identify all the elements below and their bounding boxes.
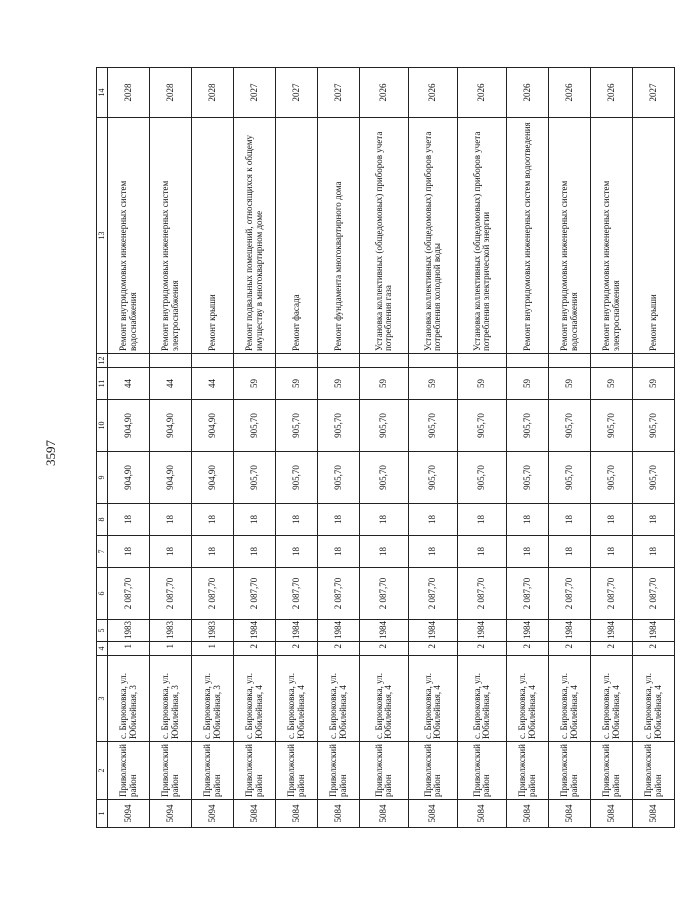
cell-col-12 <box>108 354 150 368</box>
cell-col-11: 59 <box>591 368 633 400</box>
cell-work-type: Ремонт фундамента многоквартирного дома <box>318 118 360 354</box>
cell-address: с. Бирюковка, ул. Юбилейная, 3 <box>150 656 192 742</box>
cell-area-b: 905,70 <box>318 400 360 452</box>
cell-area-b: 905,70 <box>276 400 318 452</box>
cell-work-type: Ремонт внутридомовых инженерных систем водоснабжения <box>549 118 591 354</box>
table-row <box>150 68 192 828</box>
cell-record-id: 5084 <box>234 800 276 828</box>
cell-year-built: 1984 <box>409 620 458 642</box>
cell-year-built: 1984 <box>633 620 675 642</box>
cell-col-7: 18 <box>409 536 458 568</box>
cell-col-7: 18 <box>192 536 234 568</box>
cell-category: 2 <box>591 642 633 656</box>
cell-col-11: 59 <box>276 368 318 400</box>
cell-col-7: 18 <box>360 536 409 568</box>
cell-category: 2 <box>276 642 318 656</box>
cell-district: Приволжский район <box>591 742 633 800</box>
cell-planned-year: 2028 <box>192 68 234 118</box>
column-header-10: 10 <box>97 400 108 452</box>
cell-col-7: 18 <box>591 536 633 568</box>
cell-year-built: 1984 <box>549 620 591 642</box>
column-header-14: 14 <box>97 68 108 118</box>
cell-record-id: 5084 <box>409 800 458 828</box>
cell-planned-year: 2026 <box>409 68 458 118</box>
column-header-9: 9 <box>97 452 108 504</box>
cell-address: с. Бирюковка, ул. Юбилейная, 4 <box>458 656 507 742</box>
cell-col-8: 18 <box>150 504 192 536</box>
cell-category: 2 <box>458 642 507 656</box>
cell-category: 1 <box>108 642 150 656</box>
cell-district: Приволжский район <box>234 742 276 800</box>
cell-district: Приволжский район <box>276 742 318 800</box>
cell-col-11: 44 <box>150 368 192 400</box>
cell-total-area: 2 087,70 <box>409 568 458 620</box>
cell-planned-year: 2027 <box>276 68 318 118</box>
cell-col-11: 59 <box>458 368 507 400</box>
cell-col-8: 18 <box>507 504 549 536</box>
cell-district: Приволжский район <box>633 742 675 800</box>
cell-area-b: 905,70 <box>549 400 591 452</box>
column-header-11: 11 <box>97 368 108 400</box>
cell-work-type: Ремонт крыши <box>633 118 675 354</box>
table-body <box>108 68 675 828</box>
cell-work-type: Установка коллективных (общедомовых) приборов учета потребления холодной воды <box>409 118 458 354</box>
cell-work-type: Установка коллективных (общедомовых) приборов учета потребления электрической энергии <box>458 118 507 354</box>
cell-category: 2 <box>360 642 409 656</box>
cell-area-b: 905,70 <box>360 400 409 452</box>
cell-col-8: 18 <box>549 504 591 536</box>
cell-record-id: 5084 <box>549 800 591 828</box>
table-row <box>276 68 318 828</box>
cell-col-12 <box>234 354 276 368</box>
cell-col-8: 18 <box>318 504 360 536</box>
cell-record-id: 5084 <box>591 800 633 828</box>
cell-col-7: 18 <box>108 536 150 568</box>
cell-total-area: 2 087,70 <box>360 568 409 620</box>
cell-col-7: 18 <box>150 536 192 568</box>
cell-col-8: 18 <box>591 504 633 536</box>
cell-total-area: 2 087,70 <box>192 568 234 620</box>
cell-planned-year: 2026 <box>458 68 507 118</box>
cell-address: с. Бирюковка, ул. Юбилейная, 4 <box>234 656 276 742</box>
cell-area-b: 905,70 <box>458 400 507 452</box>
column-header-12: 12 <box>97 354 108 368</box>
cell-address: с. Бирюковка, ул. Юбилейная, 4 <box>360 656 409 742</box>
table-row <box>409 68 458 828</box>
cell-area-b: 905,70 <box>409 400 458 452</box>
cell-col-12 <box>276 354 318 368</box>
cell-area-a: 905,70 <box>633 452 675 504</box>
page-number: 3597 <box>43 440 58 466</box>
cell-planned-year: 2026 <box>507 68 549 118</box>
cell-total-area: 2 087,70 <box>458 568 507 620</box>
cell-total-area: 2 087,70 <box>507 568 549 620</box>
cell-category: 1 <box>192 642 234 656</box>
cell-area-b: 904,90 <box>150 400 192 452</box>
cell-category: 2 <box>507 642 549 656</box>
cell-year-built: 1983 <box>108 620 150 642</box>
cell-total-area: 2 087,70 <box>549 568 591 620</box>
cell-area-a: 904,90 <box>192 452 234 504</box>
cell-district: Приволжский район <box>318 742 360 800</box>
table-row <box>591 68 633 828</box>
cell-year-built: 1984 <box>360 620 409 642</box>
cell-col-11: 59 <box>360 368 409 400</box>
table-row <box>549 68 591 828</box>
cell-record-id: 5084 <box>318 800 360 828</box>
cell-planned-year: 2027 <box>633 68 675 118</box>
cell-col-12 <box>549 354 591 368</box>
cell-col-12 <box>458 354 507 368</box>
table-row <box>458 68 507 828</box>
cell-area-b: 904,90 <box>108 400 150 452</box>
table-row <box>360 68 409 828</box>
cell-total-area: 2 087,70 <box>108 568 150 620</box>
cell-planned-year: 2028 <box>108 68 150 118</box>
cell-area-a: 904,90 <box>108 452 150 504</box>
column-header-4: 4 <box>97 642 108 656</box>
cell-col-12 <box>318 354 360 368</box>
cell-record-id: 5084 <box>633 800 675 828</box>
cell-area-a: 905,70 <box>318 452 360 504</box>
cell-year-built: 1984 <box>234 620 276 642</box>
cell-work-type: Ремонт крыши <box>192 118 234 354</box>
cell-col-12 <box>409 354 458 368</box>
cell-col-11: 59 <box>409 368 458 400</box>
cell-col-11: 44 <box>192 368 234 400</box>
cell-district: Приволжский район <box>108 742 150 800</box>
cell-col-11: 44 <box>108 368 150 400</box>
table-row <box>234 68 276 828</box>
cell-total-area: 2 087,70 <box>591 568 633 620</box>
cell-area-b: 905,70 <box>234 400 276 452</box>
cell-district: Приволжский район <box>549 742 591 800</box>
cell-year-built: 1983 <box>150 620 192 642</box>
cell-record-id: 5094 <box>150 800 192 828</box>
cell-col-7: 18 <box>276 536 318 568</box>
cell-record-id: 5094 <box>108 800 150 828</box>
cell-district: Приволжский район <box>192 742 234 800</box>
table-row <box>108 68 150 828</box>
cell-col-7: 18 <box>234 536 276 568</box>
cell-col-11: 59 <box>549 368 591 400</box>
cell-total-area: 2 087,70 <box>234 568 276 620</box>
cell-col-7: 18 <box>458 536 507 568</box>
cell-total-area: 2 087,70 <box>150 568 192 620</box>
cell-district: Приволжский район <box>458 742 507 800</box>
table-row <box>507 68 549 828</box>
cell-area-a: 905,70 <box>591 452 633 504</box>
cell-work-type: Ремонт внутридомовых инженерных систем водоснабжения <box>108 118 150 354</box>
column-header-2: 2 <box>97 742 108 800</box>
cell-record-id: 5084 <box>360 800 409 828</box>
cell-area-a: 905,70 <box>409 452 458 504</box>
cell-col-11: 59 <box>234 368 276 400</box>
cell-year-built: 1984 <box>276 620 318 642</box>
cell-total-area: 2 087,70 <box>633 568 675 620</box>
cell-district: Приволжский район <box>409 742 458 800</box>
cell-col-8: 18 <box>409 504 458 536</box>
cell-planned-year: 2028 <box>150 68 192 118</box>
cell-area-a: 905,70 <box>360 452 409 504</box>
cell-col-12 <box>150 354 192 368</box>
cell-record-id: 5084 <box>276 800 318 828</box>
cell-col-8: 18 <box>633 504 675 536</box>
cell-area-a: 905,70 <box>549 452 591 504</box>
column-header-5: 5 <box>97 620 108 642</box>
cell-col-7: 18 <box>549 536 591 568</box>
cell-record-id: 5094 <box>192 800 234 828</box>
cell-planned-year: 2026 <box>549 68 591 118</box>
cell-address: с. Бирюковка, ул. Юбилейная, 3 <box>192 656 234 742</box>
cell-work-type: Ремонт внутридомовых инженерных систем электроснабжения <box>150 118 192 354</box>
cell-col-8: 18 <box>234 504 276 536</box>
cell-col-12 <box>591 354 633 368</box>
column-header-13: 13 <box>97 118 108 354</box>
capital-repair-table <box>96 67 675 828</box>
cell-address: с. Бирюковка, ул. Юбилейная, 4 <box>633 656 675 742</box>
cell-address: с. Бирюковка, ул. Юбилейная, 4 <box>591 656 633 742</box>
column-header-6: 6 <box>97 568 108 620</box>
cell-area-b: 905,70 <box>633 400 675 452</box>
cell-category: 1 <box>150 642 192 656</box>
table-row <box>192 68 234 828</box>
cell-col-11: 59 <box>318 368 360 400</box>
cell-work-type: Ремонт фасада <box>276 118 318 354</box>
table-row <box>633 68 675 828</box>
cell-work-type: Ремонт внутридомовых инженерных систем электроснабжения <box>591 118 633 354</box>
cell-col-11: 59 <box>507 368 549 400</box>
cell-category: 2 <box>409 642 458 656</box>
cell-total-area: 2 087,70 <box>318 568 360 620</box>
cell-planned-year: 2027 <box>234 68 276 118</box>
cell-col-8: 18 <box>458 504 507 536</box>
cell-record-id: 5084 <box>458 800 507 828</box>
cell-address: с. Бирюковка, ул. Юбилейная, 4 <box>276 656 318 742</box>
cell-category: 2 <box>234 642 276 656</box>
rotated-table-container <box>96 67 675 828</box>
cell-area-b: 904,90 <box>192 400 234 452</box>
cell-category: 2 <box>633 642 675 656</box>
cell-col-12 <box>360 354 409 368</box>
cell-record-id: 5084 <box>507 800 549 828</box>
cell-year-built: 1983 <box>192 620 234 642</box>
table-row <box>318 68 360 828</box>
column-header-8: 8 <box>97 504 108 536</box>
cell-col-7: 18 <box>507 536 549 568</box>
cell-area-a: 905,70 <box>234 452 276 504</box>
column-header-3: 3 <box>97 656 108 742</box>
cell-work-type: Ремонт подвальных помещений, относящихся к общему имуществу в многоквартирном доме <box>234 118 276 354</box>
cell-district: Приволжский район <box>150 742 192 800</box>
cell-address: с. Бирюковка, ул. Юбилейная, 4 <box>507 656 549 742</box>
cell-col-12 <box>507 354 549 368</box>
cell-area-a: 905,70 <box>276 452 318 504</box>
cell-col-7: 18 <box>318 536 360 568</box>
cell-address: с. Бирюковка, ул. Юбилейная, 4 <box>318 656 360 742</box>
cell-planned-year: 2026 <box>360 68 409 118</box>
cell-col-8: 18 <box>108 504 150 536</box>
cell-work-type: Ремонт внутридомовых инженерных систем водоотведения <box>507 118 549 354</box>
cell-year-built: 1984 <box>591 620 633 642</box>
cell-area-a: 905,70 <box>458 452 507 504</box>
cell-col-11: 59 <box>633 368 675 400</box>
cell-planned-year: 2026 <box>591 68 633 118</box>
cell-area-b: 905,70 <box>591 400 633 452</box>
cell-district: Приволжский район <box>360 742 409 800</box>
cell-col-8: 18 <box>276 504 318 536</box>
cell-col-12 <box>633 354 675 368</box>
cell-total-area: 2 087,70 <box>276 568 318 620</box>
cell-address: с. Бирюковка, ул. Юбилейная, 3 <box>108 656 150 742</box>
cell-area-a: 904,90 <box>150 452 192 504</box>
cell-category: 2 <box>549 642 591 656</box>
header-row <box>97 68 108 828</box>
cell-area-b: 905,70 <box>507 400 549 452</box>
cell-year-built: 1984 <box>318 620 360 642</box>
cell-category: 2 <box>318 642 360 656</box>
cell-col-12 <box>192 354 234 368</box>
cell-address: с. Бирюковка, ул. Юбилейная, 4 <box>549 656 591 742</box>
column-header-1: 1 <box>97 800 108 828</box>
cell-district: Приволжский район <box>507 742 549 800</box>
cell-col-7: 18 <box>633 536 675 568</box>
cell-planned-year: 2027 <box>318 68 360 118</box>
cell-work-type: Установка коллективных (общедомовых) приборов учета потребления газа <box>360 118 409 354</box>
column-header-7: 7 <box>97 536 108 568</box>
cell-year-built: 1984 <box>458 620 507 642</box>
cell-address: с. Бирюковка, ул. Юбилейная, 4 <box>409 656 458 742</box>
cell-year-built: 1984 <box>507 620 549 642</box>
cell-col-8: 18 <box>360 504 409 536</box>
cell-col-8: 18 <box>192 504 234 536</box>
cell-area-a: 905,70 <box>507 452 549 504</box>
